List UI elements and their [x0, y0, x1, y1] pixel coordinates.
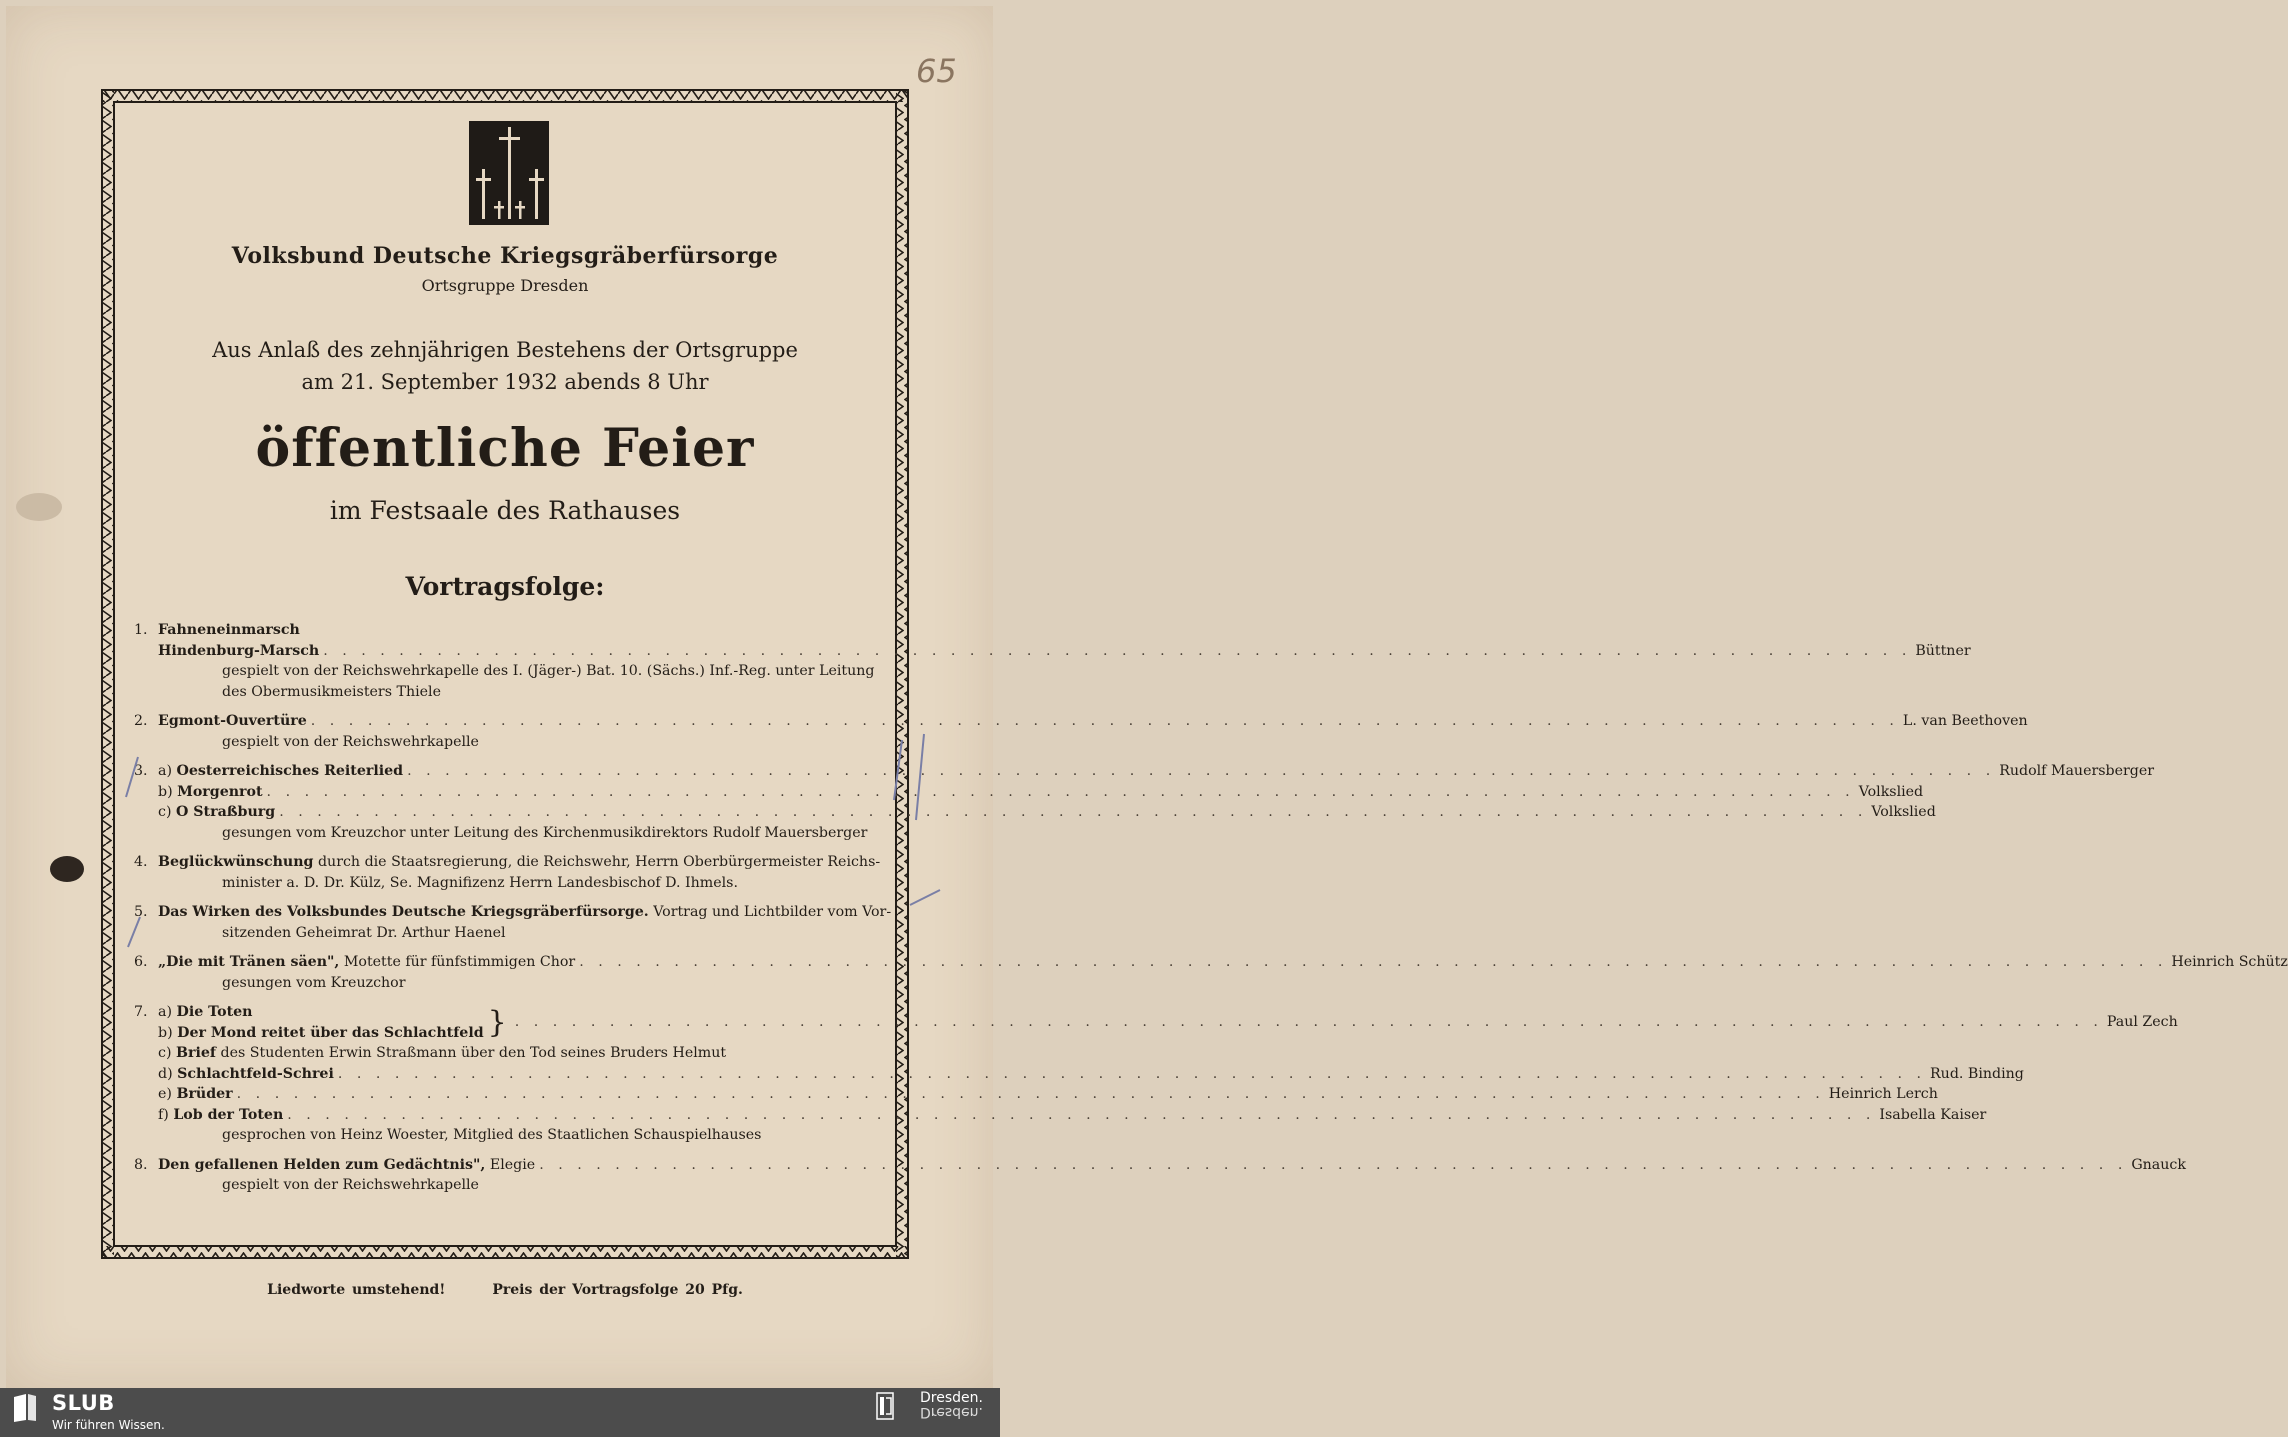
item-number: 5.: [134, 904, 148, 920]
item-title: Die Toten: [176, 1004, 253, 1020]
leader-dots: [311, 711, 1899, 732]
item-text: sitzenden Geheimrat Dr. Arthur Haenel: [222, 924, 506, 941]
sub-label: a): [158, 1004, 172, 1020]
sub-label: e): [158, 1086, 172, 1102]
slub-brand[interactable]: SLUB: [52, 1391, 115, 1415]
item-title: Morgenrot: [177, 783, 263, 800]
leader-dots: [579, 952, 2167, 973]
leader-dots: [287, 1105, 1875, 1126]
sub-label: b): [158, 783, 173, 800]
item-composer: Volkslied: [1858, 783, 1924, 800]
leader-dots: [323, 641, 1911, 662]
tear-mark: [16, 493, 62, 521]
item-title: Brüder: [176, 1086, 233, 1102]
item-number: 1.: [134, 622, 148, 638]
local-group: Ortsgruppe Dresden: [421, 276, 589, 295]
sub-label: c): [158, 1045, 172, 1061]
footer-price: Preis der Vortragsfolge 20 Pfg.: [492, 1282, 743, 1298]
item-title: O Straßburg: [176, 804, 276, 820]
item-note: gesungen vom Kreuzchor: [222, 974, 406, 991]
dresden-crest-icon: [876, 1392, 894, 1422]
item-number: 6.: [134, 954, 148, 970]
program-item-7: [134, 1002, 2178, 1146]
organization-title: Volksbund Deutsche Kriegsgräberfürsorge: [231, 243, 779, 269]
program-heading: Vortragsfolge:: [405, 572, 605, 601]
item-text: durch die Staatsregierung, die Reichswehr, Herrn Oberbürgermeister Reichs-: [317, 854, 881, 870]
item-title: Brief: [176, 1045, 216, 1061]
dresden-line-2: Dresden.: [920, 1404, 983, 1420]
item-number: 3.: [134, 763, 148, 779]
dresden-logo-text[interactable]: [920, 1391, 983, 1419]
item-text: Elegie: [489, 1156, 536, 1173]
item-title: Egmont-Ouvertüre: [158, 713, 307, 729]
item-text: des Studenten Erwin Straßmann über den Tod seines Bruders Helmut: [220, 1045, 727, 1061]
pencil-marks-icon: [118, 752, 148, 952]
item-title: Schlachtfeld-Schrei: [177, 1065, 334, 1082]
occasion-line-2: am 21. September 1932 abends 8 Uhr: [301, 370, 709, 394]
item-number: 7.: [134, 1004, 148, 1020]
leader-dots: [338, 1064, 1926, 1085]
sub-label: d): [158, 1065, 173, 1082]
dresden-line-1: Dresden.: [920, 1390, 983, 1406]
item-title: Der Mond reitet über das Schlachtfeld: [177, 1024, 484, 1041]
item-title: Beglückwünschung: [158, 854, 314, 870]
item-composer: Heinrich Schütz: [2171, 954, 2288, 970]
punch-hole: [50, 856, 84, 882]
item-subtitle: Hindenburg-Marsch: [158, 642, 320, 659]
item-title: Lob der Toten: [173, 1106, 284, 1123]
item-composer: Heinrich Lerch: [1828, 1086, 1938, 1102]
leader-dots: [279, 802, 1867, 823]
item-text: minister a. D. Dr. Külz, Se. Magnifizenz Herrn Landesbischof D. Ihmels.: [222, 874, 738, 891]
brace: }: [487, 1004, 507, 1040]
item-note: gespielt von der Reichswehrkapelle des I. (Jäger-) Bat. 10. (Sächs.) Inf.-Reg. unter Leitung: [222, 663, 875, 679]
item-composer: Rud. Binding: [1930, 1065, 2024, 1082]
venue: im Festsaale des Rathauses: [329, 496, 681, 525]
occasion-line-1: Aus Anlaß des zehnjährigen Bestehens der Ortsgruppe: [212, 338, 798, 362]
sub-label: a): [158, 763, 172, 779]
program-item-6: [134, 952, 2288, 993]
sub-label: f): [158, 1106, 169, 1123]
pencil-marks-icon: [880, 730, 950, 950]
item-composer: Gnauck: [2131, 1156, 2186, 1173]
item-note: gespielt von der Reichswehrkapelle: [222, 1177, 479, 1193]
handwritten-page-number: 65: [916, 52, 957, 90]
item-note: des Obermusikmeisters Thiele: [222, 683, 441, 700]
item-note: gespielt von der Reichswehrkapelle: [222, 733, 479, 750]
item-text: Motette für fünfstimmigen Chor: [343, 954, 576, 970]
item-title: Den gefallenen Helden zum Gedächtnis",: [158, 1156, 486, 1173]
program-item-5: [134, 902, 892, 943]
slub-tagline: Wir führen Wissen.: [52, 1418, 165, 1432]
item-title: Das Wirken des Volksbundes Deutsche Kriegsgräberfürsorge.: [158, 904, 649, 920]
slub-book-icon: [12, 1393, 38, 1423]
leader-dots: [539, 1155, 2127, 1176]
program-item-1: [134, 620, 1971, 702]
item-number: 4.: [134, 854, 148, 870]
footer-lyrics-note: Liedworte umstehend!: [267, 1282, 446, 1298]
item-composer: Büttner: [1915, 642, 1971, 659]
program-item-2: [134, 711, 2028, 752]
cross-emblem-icon: [469, 121, 549, 225]
item-title: Fahneneinmarsch: [158, 622, 300, 638]
item-composer: L. van Beethoven: [1902, 713, 2028, 729]
item-number: 8.: [134, 1156, 148, 1173]
item-composer: Paul Zech: [2106, 1014, 2178, 1031]
main-title: öffentliche Feier: [255, 418, 755, 479]
sub-label: c): [158, 804, 172, 820]
program-item-4: [134, 852, 879, 893]
item-note: gesprochen von Heinz Woester, Mitglied des Staatlichen Schauspielhauses: [222, 1127, 762, 1143]
footer: [120, 1282, 890, 1298]
item-composer: Rudolf Mauersberger: [1999, 763, 2155, 779]
program-item-3: [134, 761, 2155, 843]
item-text: Vortrag und Lichtbilder vom Vor-: [653, 904, 892, 920]
item-number: 2.: [134, 713, 148, 729]
leader-dots: [515, 1012, 2103, 1033]
leader-dots: [407, 761, 1995, 782]
sub-label: b): [158, 1024, 173, 1041]
item-title: „Die mit Tränen säen",: [158, 954, 340, 970]
program-list: [134, 620, 2288, 1205]
item-composer: Volkslied: [1871, 804, 1936, 820]
program-item-8: [134, 1155, 2186, 1196]
item-title: Oesterreichisches Reiterlied: [176, 763, 404, 779]
item-note: gesungen vom Kreuzchor unter Leitung des Kirchenmusikdirektors Rudolf Mauersberger: [222, 824, 868, 841]
leader-dots: [267, 782, 1855, 803]
leader-dots: [237, 1084, 1825, 1105]
item-composer: Isabella Kaiser: [1879, 1106, 1987, 1123]
